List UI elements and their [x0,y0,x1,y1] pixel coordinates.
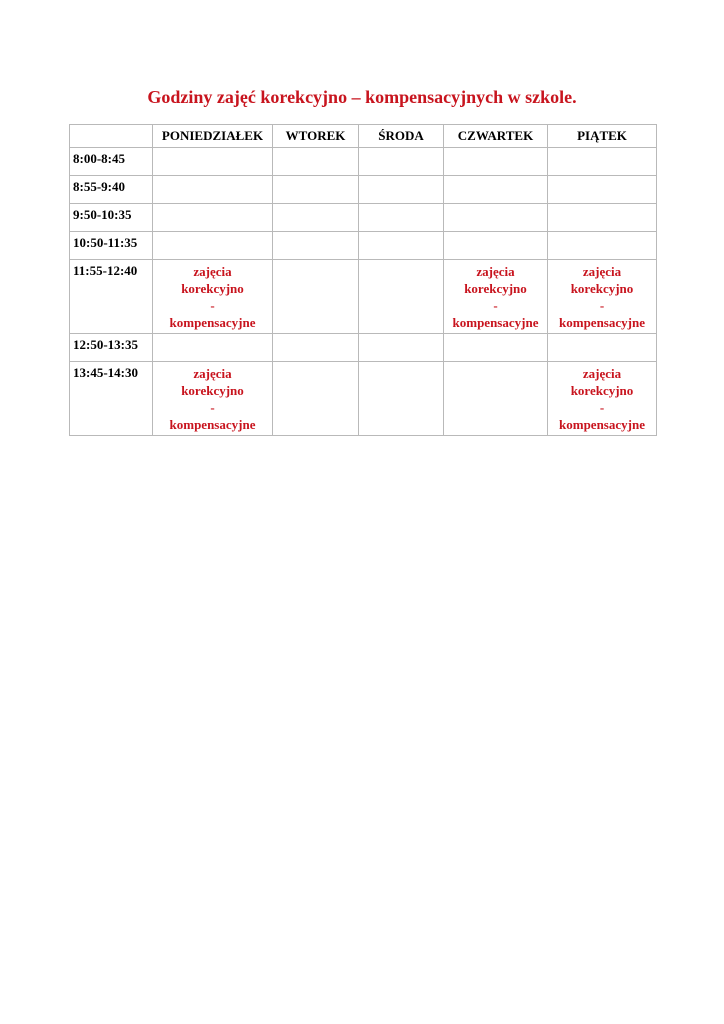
schedule-cell-wednesday [359,148,444,176]
day-header-friday: PIĄTEK [548,125,657,148]
schedule-cell-tuesday [273,362,359,436]
session-text-line: kompensacyjne [169,417,256,432]
page-title: Godziny zajęć korekcyjno – kompensacyjnych w szkole. [147,87,577,107]
schedule-cell-friday [548,260,657,334]
session-text-line: - [210,298,215,313]
session-text-line: kompensacyjne [559,315,645,330]
schedule-cell-wednesday [359,334,444,362]
schedule-cell-friday [548,176,657,204]
session-text-line: korekcyjno [181,281,244,296]
schedule-cell-thursday [444,232,548,260]
header-row [70,125,657,148]
time-slot-label: 13:45-14:30 [70,362,153,436]
schedule-cell-wednesday [359,232,444,260]
schedule-cell-monday [153,362,273,436]
schedule-cell-monday [153,232,273,260]
table-row [70,260,657,334]
schedule-cell-tuesday [273,148,359,176]
table-row [70,176,657,204]
time-slot-label: 11:55-12:40 [70,260,153,334]
session-text-line: - [599,298,605,313]
session-text-line: kompensacyjne [559,417,645,432]
time-slot-label: 10:50-11:35 [70,232,153,260]
schedule-cell-friday [548,232,657,260]
schedule-cell-tuesday [273,334,359,362]
schedule-cell-friday [548,334,657,362]
schedule-cell-wednesday [359,362,444,436]
table-row [70,362,657,436]
schedule-cell-tuesday [273,260,359,334]
schedule-cell-friday [548,204,657,232]
session-text-line: - [599,400,605,415]
schedule-cell-monday [153,148,273,176]
schedule-table [69,124,657,436]
schedule-cell-tuesday [273,176,359,204]
time-slot-label: 12:50-13:35 [70,334,153,362]
table-row [70,204,657,232]
day-header-monday: PONIEDZIAŁEK [153,125,273,148]
session-text-line: zajęcia [582,366,622,381]
time-slot-label: 8:00-8:45 [70,148,153,176]
schedule-cell-friday [548,148,657,176]
schedule-cell-thursday [444,204,548,232]
schedule-cell-thursday [444,148,548,176]
corner-cell [70,125,153,148]
session-text-line: zajęcia [476,264,515,279]
schedule-cell-monday [153,260,273,334]
session-text-line: korekcyjno [181,383,244,398]
schedule-cell-thursday [444,334,548,362]
session-text-line: kompensacyjne [169,315,256,330]
session-text-line: - [210,400,215,415]
schedule-body [70,148,657,436]
session-text-line: zajęcia [193,264,232,279]
schedule-cell-wednesday [359,260,444,334]
session-text-line: zajęcia [582,264,622,279]
schedule-cell-monday [153,204,273,232]
session-text-line: zajęcia [193,366,232,381]
schedule-cell-thursday [444,260,548,334]
time-slot-label: 8:55-9:40 [70,176,153,204]
session-text-line: kompensacyjne [452,315,539,330]
day-header-thursday: CZWARTEK [444,125,548,148]
day-header-tuesday: WTOREK [273,125,359,148]
schedule-cell-tuesday [273,204,359,232]
session-text-line: korekcyjno [570,281,634,296]
schedule-cell-monday [153,334,273,362]
schedule-cell-thursday [444,176,548,204]
schedule-cell-tuesday [273,232,359,260]
schedule-cell-wednesday [359,204,444,232]
schedule-cell-thursday [444,362,548,436]
session-text-line: korekcyjno [464,281,527,296]
day-header-wednesday: ŚRODA [359,125,444,148]
time-slot-label: 9:50-10:35 [70,204,153,232]
session-text-line: korekcyjno [570,383,634,398]
table-row [70,232,657,260]
schedule-cell-friday [548,362,657,436]
schedule-cell-monday [153,176,273,204]
session-text-line: - [493,298,498,313]
schedule-cell-wednesday [359,176,444,204]
table-row [70,334,657,362]
table-row [70,148,657,176]
